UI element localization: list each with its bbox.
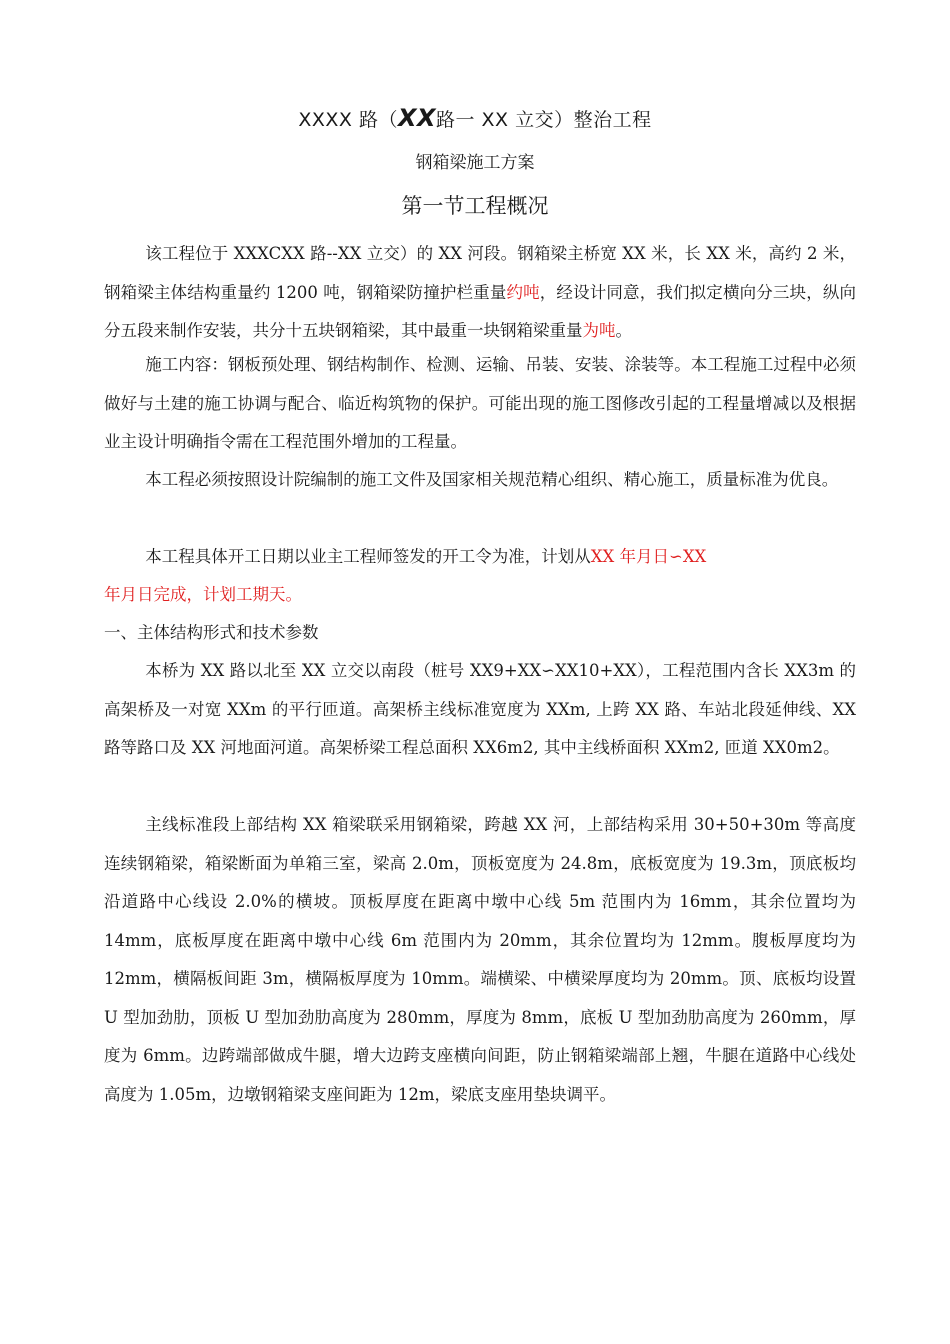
title-suffix: 路一 XX 立交）整治工程 xyxy=(436,109,652,131)
paragraph-quality: 本工程必须按照设计院编制的施工文件及国家相关规范精心组织、精心施工，质量标准为优良。 xyxy=(145,470,839,489)
overview-text-c: 。 xyxy=(615,321,632,340)
overview-highlight-weight: 约吨 xyxy=(506,282,540,302)
schedule-highlight-start: XX 年月日∽XX xyxy=(590,547,707,566)
title-italic: XX xyxy=(397,104,436,132)
paragraph-schedule xyxy=(104,538,856,577)
overview-text-a: 该工程位于 XXXCXX 路--XX 立交）的 XX 河段。钢箱梁主桥宽 XX 米，长 XX 米，高约 2 米，钢箱梁主体结构重量约 1200 吨，钢箱梁防撞护栏重量 xyxy=(104,244,856,302)
subheading-structure: 一、主体结构形式和技术参数 xyxy=(104,623,319,642)
schedule-text: 本工程具体开工日期以业主工程师签发的开工令为准，计划从 xyxy=(145,547,591,566)
schedule-end-text: 年月日完成，计划工期天。 xyxy=(104,585,302,604)
document-subtitle: 钢箱梁施工方案 xyxy=(415,153,535,173)
paragraph-scope: 施工内容：钢板预处理、钢结构制作、检测、运输、吊装、安装、涂装等。本工程施工过程中必须做好与土建的施工协调与配合、临近构筑物的保护。可能出现的施工图修改引起的工程量增减以及根据业主设计明确指令需在工程范围外增加的工程量。 xyxy=(104,355,856,451)
section-heading: 第一节工程概况 xyxy=(401,194,549,218)
overview-highlight-max-weight: 为吨 xyxy=(582,321,616,340)
title-prefix: XXXX 路（ xyxy=(298,109,398,131)
document-title xyxy=(0,104,950,132)
paragraph-bridge-range: 本桥为 XX 路以北至 XX 立交以南段（桩号 XX9+XX∽XX10+XX），工程范围内含长 XX3m 的高架桥及一对宽 XXm 的平行匝道。高架桥主线标准宽度为 XXm, 上跨 XX 路、车站北段延伸线、XX 路等路口及 XX 河地面河道。高架桥梁工程总面积 XX6m2, 其中主线桥面积 XXm2, 匝道 XX0m2。 xyxy=(104,661,856,757)
paragraph-overview xyxy=(104,235,856,351)
paragraph-structure-params: 主线标准段上部结构 XX 箱梁联采用钢箱梁，跨越 XX 河，上部结构采用 30+50+30m 等高度连续钢箱梁，箱梁断面为单箱三室，梁高 2.0m，顶板宽度为 24.8m，底板宽度为 19.3m，顶底板均沿道路中心线设 2.0%的横坡。顶板厚度在距离中墩中心线 5m 范围内为 16mm，其余位置均为 14mm，底板厚度在距离中墩中心线 6m 范围内为 20mm，其余位置均为 12mm。腹板厚度均为 12mm，横隔板间距 3m，横隔板厚度为 10mm。端横梁、中横梁厚度均为 20mm。顶、底板均设置 U 型加劲肋，顶板 U 型加劲肋高度为 280mm，厚度为 8mm，底板 U 型加劲肋高度为 260mm，厚度为 6mm。边跨端部做成牛腿，增大边跨支座横向间距，防止钢箱梁端部上翘，牛腿在道路中心线处高度为 1.05m，边墩钢箱梁支座间距为 12m，梁底支座用垫块调平。 xyxy=(104,815,856,1104)
schedule-highlight-end xyxy=(104,576,302,614)
overview-text-b: ，经设计同意，我们拟定横向分三块，纵向分五段来制作安装，共分十五块钢箱梁，其中最重一块钢箱梁重量 xyxy=(104,282,857,340)
